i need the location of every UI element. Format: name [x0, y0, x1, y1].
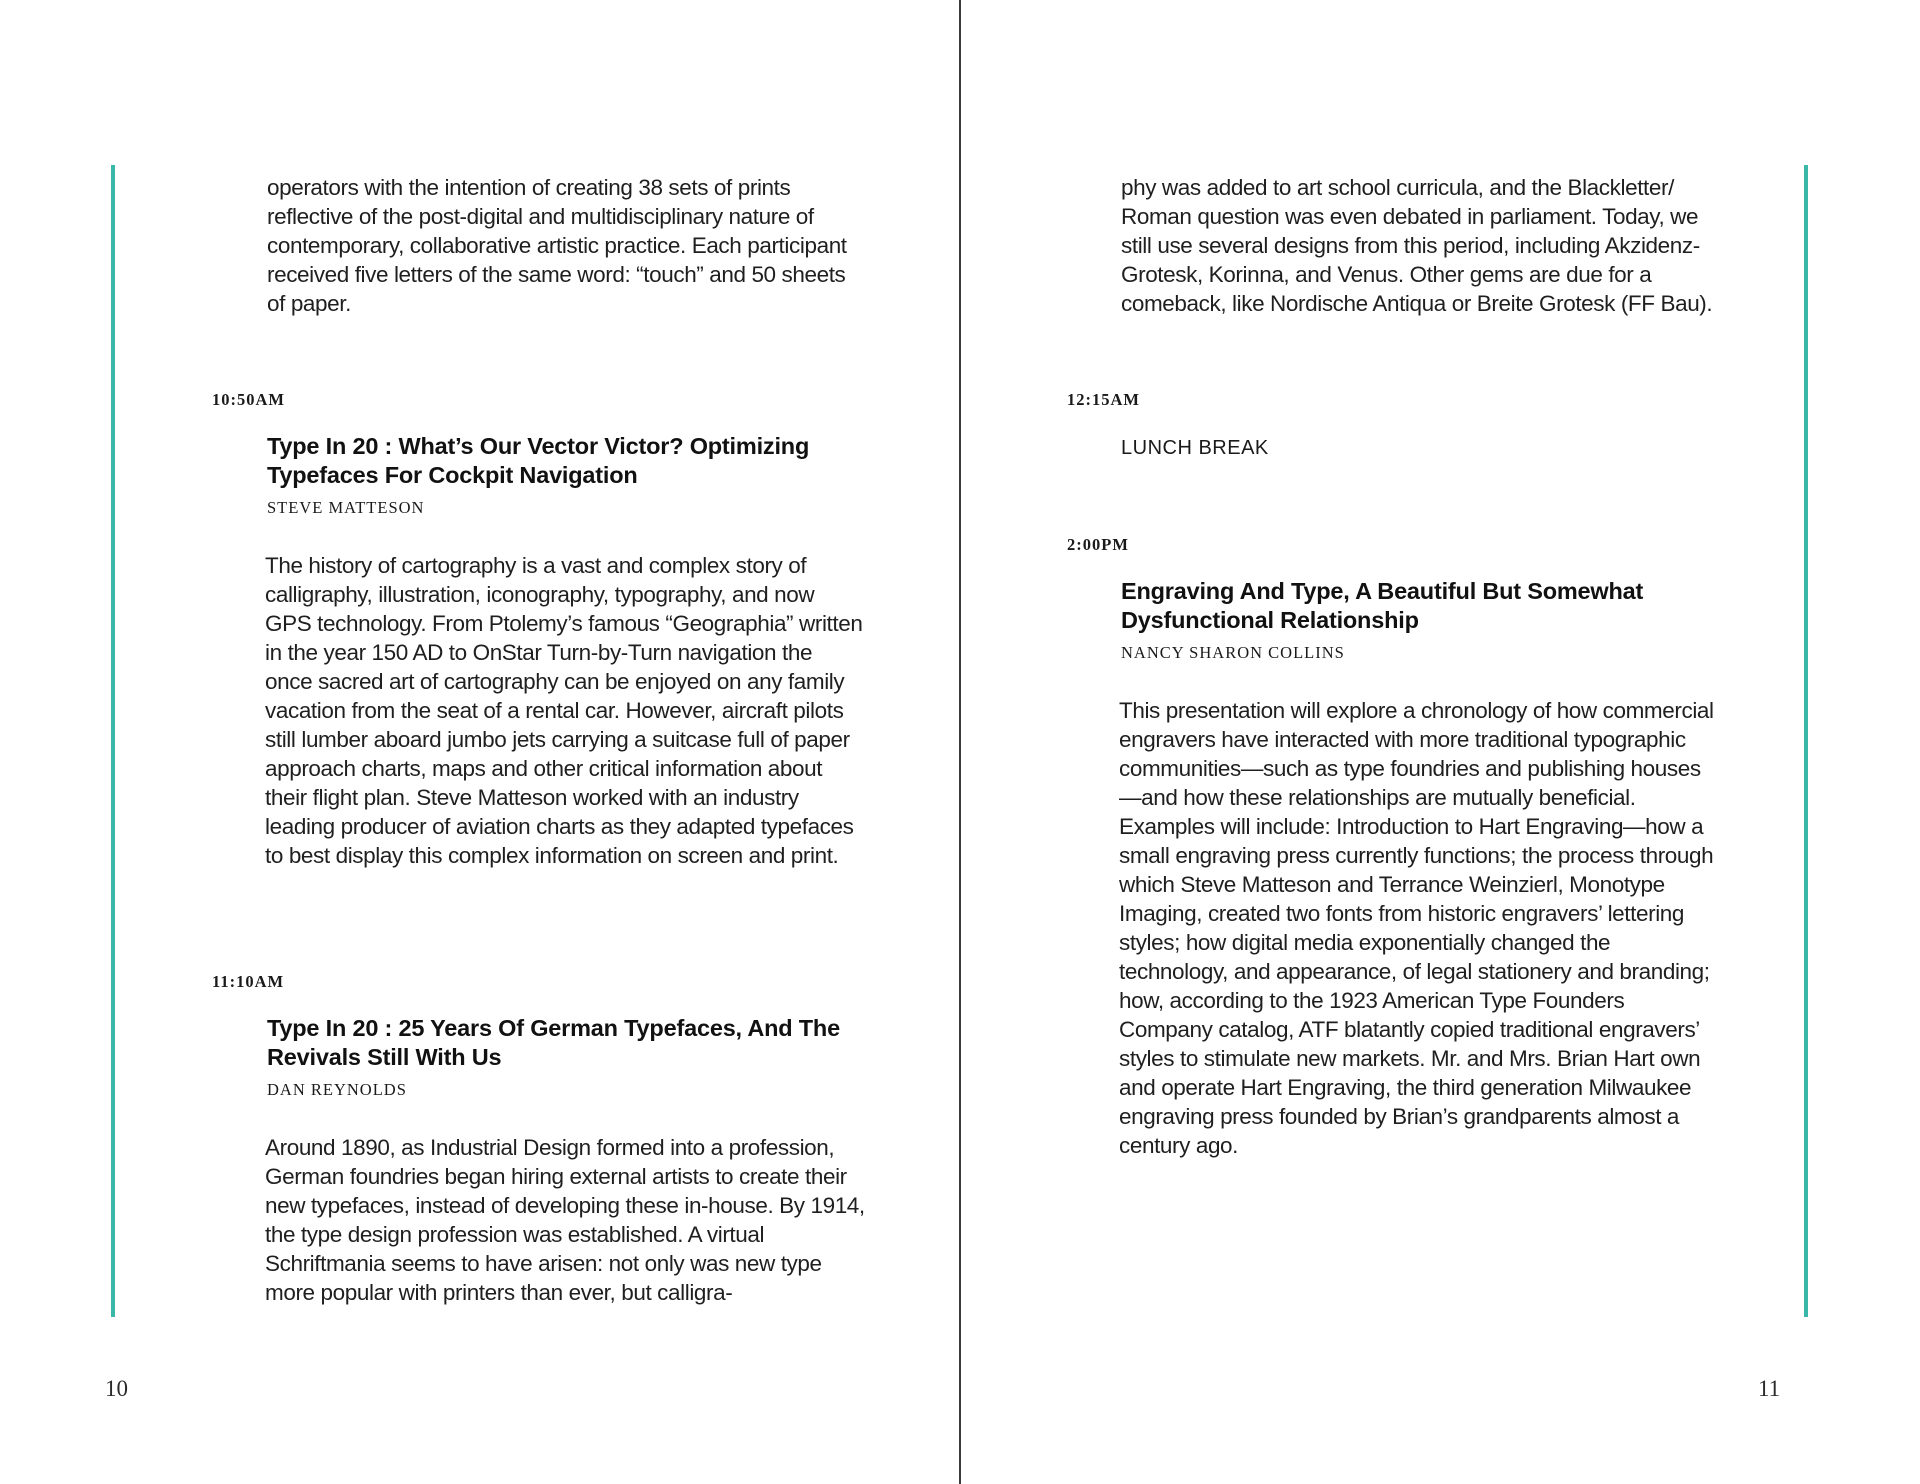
- right-page: [961, 0, 1920, 1484]
- right-intro-paragraph: phy was added to art school curricula, and the Blackletter/ Roman question was even debated in parliament. Today, we still use several designs from this period, including Akzidenz-Grotesk, Korinna, and Venus. Other gems are due for a comeback, like Nordische Antiqua or Breite Grotesk (FF Bau).: [1121, 175, 1713, 316]
- session-time: 10:50AM: [212, 390, 285, 409]
- session-title: Engraving And Type, A Beautiful But Somewhat Dysfunctional Relationship: [1121, 578, 1644, 633]
- left-intro-paragraph: operators with the intention of creating 38 sets of prints reflective of the post-digital and multidisciplinary nature of contemporary, collaborative artistic practice. Each participant received five letters of the same word: “touch” and 50 sheets of paper.: [267, 175, 847, 316]
- session-time: 2:00PM: [1067, 535, 1129, 554]
- session-time: 11:10AM: [212, 972, 285, 991]
- session-title: Type In 20 : What’s Our Vector Victor? Optimizing Typefaces For Cockpit Navigation: [267, 433, 810, 488]
- left-accent-rule: [111, 165, 115, 1317]
- session-speaker: STEVE MATTESON: [267, 498, 425, 517]
- right-accent-rule: [1804, 165, 1808, 1317]
- session-speaker: NANCY SHARON COLLINS: [1121, 643, 1345, 662]
- session-time: 12:15AM: [1067, 390, 1140, 409]
- session-description: This presentation will explore a chronology of how commercial engravers have interacted with more traditional typographic communities—such as type foundries and publishing houses—and how these relationships are mutually beneficial. Examples will include: Introduction to Hart Engraving—how a small engraving press currently functions; the process through which Steve Matteson and Terrance Weinzierl, Monotype Imaging, created two fonts from historic engravers’ lettering styles; how digital media exponentially changed the technology, and appearance, of legal stationery and branding; how, according to the 1923 American Type Founders Company catalog, ATF blatantly copied traditional engravers’ styles to stimulate new markets. Mr. and Mrs. Brian Hart own and operate Hart Engraving, the third generation Milwaukee engraving press founded by Brian’s grandparents almost a century ago.: [1119, 698, 1714, 1158]
- session-speaker: DAN REYNOLDS: [267, 1080, 407, 1099]
- session-description: The history of cartography is a vast and complex story of calligraphy, illustration, iconography, typography, and now GPS technology. From Ptolemy’s famous “Geographia” written in the year 150 AD to OnStar Turn-by-Turn navigation the once sacred art of cartography can be enjoyed on any family vacation from the seat of a rental car. However, aircraft pilots still lumber aboard jumbo jets carrying a suitcase full of paper approach charts, maps and other critical information about their flight plan. Steve Matteson worked with an industry leading producer of aviation charts as they adapted typefaces to best display this complex information on screen and print.: [265, 553, 863, 868]
- session-description: Around 1890, as Industrial Design formed into a profession, German foundries began hiring external artists to create their new typefaces, instead of developing these in-house. By 1914, the type design profession was established. A virtual Schriftmania seems to have arisen: not only was new type more popular with printers than ever, but calligra-: [265, 1135, 865, 1305]
- page-number: 11: [1758, 1376, 1781, 1401]
- session-title: Type In 20 : 25 Years Of German Typefaces, And The Revivals Still With Us: [267, 1015, 840, 1070]
- lunch-break-title: LUNCH BREAK: [1121, 437, 1269, 459]
- page-number: 10: [105, 1376, 128, 1401]
